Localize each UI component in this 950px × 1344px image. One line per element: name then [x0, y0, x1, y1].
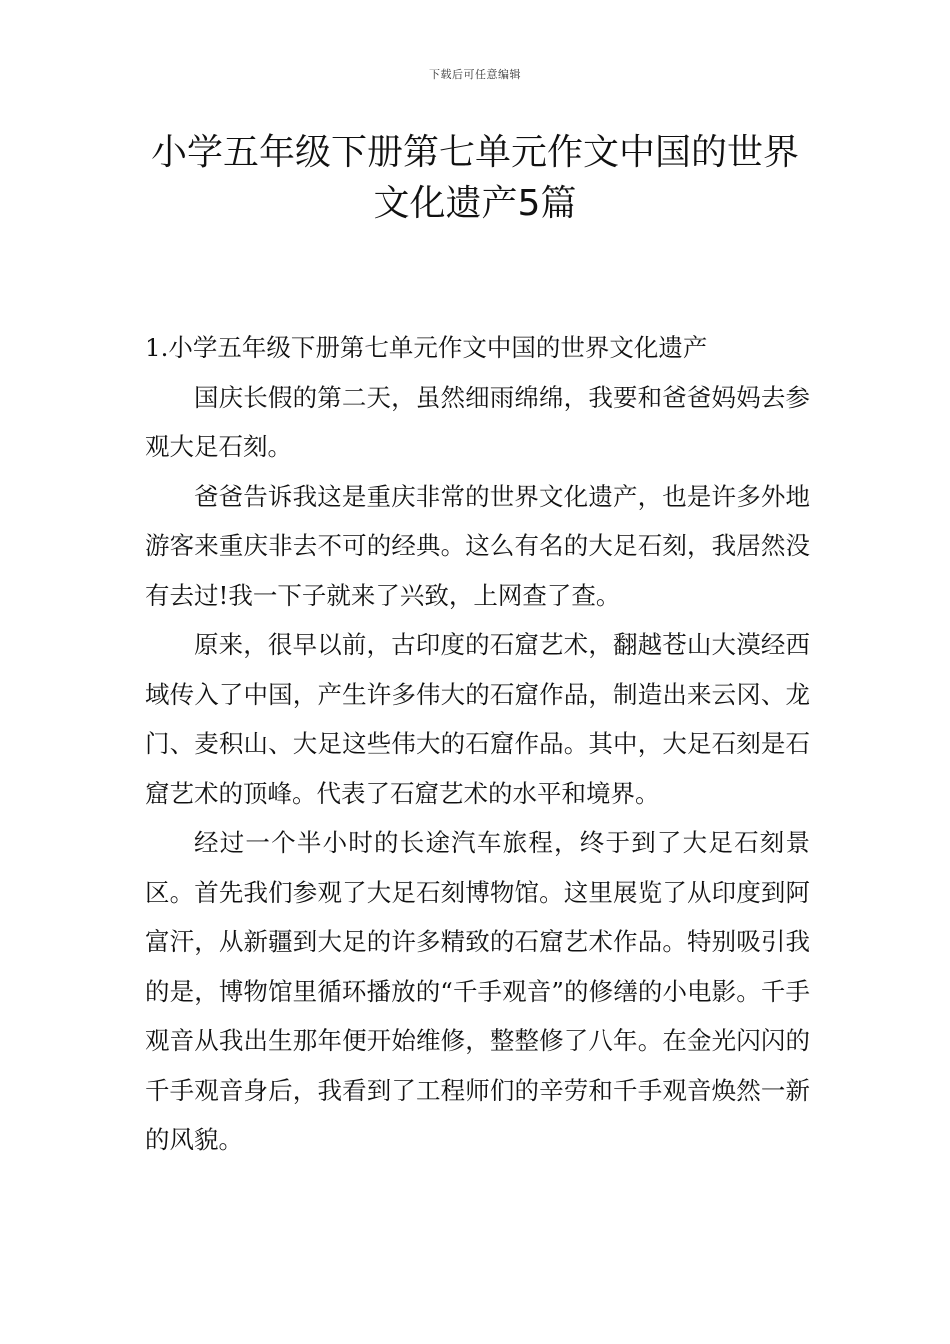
section-heading: 1.小学五年级下册第七单元作文中国的世界文化遗产: [145, 333, 708, 362]
paragraph-3: 原来，很早以前，古印度的石窟艺术，翻越苍山大漠经西域传入了中国，产生许多伟大的石窟作品，制造出来云冈、龙门、麦积山、大足这些伟大的石窟作品。其中，大足石刻是石窟艺术的顶峰。代表了石窟艺术的水平和境界。: [145, 630, 810, 808]
title-line-1: 小学五年级下册第七单元作文中国的世界: [150, 132, 799, 173]
title-line-2: 文化遗产5篇: [373, 183, 577, 224]
document-title: [0, 127, 950, 229]
paragraph-4: 经过一个半小时的长途汽车旅程，终于到了大足石刻景区。首先我们参观了大足石刻博物馆。这里展览了从印度到阿富汗，从新疆到大足的许多精致的石窟艺术作品。特别吸引我的是，博物馆里循环播放的“千手观音”的修缮的小电影。千手观音从我出生那年便开始维修，整整修了八年。在金光闪闪的千手观音身后，我看到了工程师们的辛劳和千手观音焕然一新的风貌。: [145, 828, 810, 1154]
header-note: 下载后可任意编辑: [429, 68, 521, 81]
article-body: [145, 323, 810, 1165]
paragraph-2: 爸爸告诉我这是重庆非常的世界文化遗产，也是许多外地游客来重庆非去不可的经典。这么有名的大足石刻，我居然没有去过!我一下子就来了兴致，上网查了查。: [145, 481, 810, 610]
paragraph-1: 国庆长假的第二天，虽然细雨绵绵，我要和爸爸妈妈去参观大足石刻。: [145, 382, 810, 461]
